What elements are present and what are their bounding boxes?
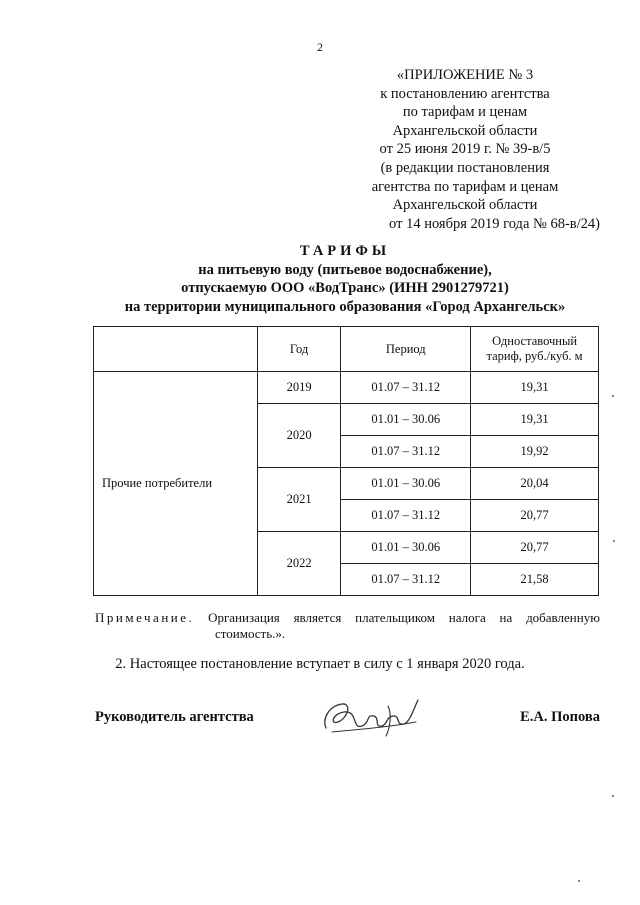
appendix-header bbox=[330, 66, 600, 233]
table-row bbox=[94, 372, 599, 404]
header-period: Период bbox=[341, 327, 471, 372]
signatory-position: Руководитель агентства bbox=[95, 709, 254, 725]
header-tariff bbox=[471, 327, 599, 372]
appendix-line: агентства по тарифам и ценам bbox=[371, 178, 559, 195]
period-cell: 01.07 – 31.12 bbox=[341, 436, 471, 468]
tariff-cell: 20,77 bbox=[471, 532, 599, 564]
note-word: Организация bbox=[208, 610, 280, 625]
note-word: плательщиком bbox=[355, 610, 435, 625]
tariff-cell: 19,31 bbox=[471, 372, 599, 404]
year-cell: 2022 bbox=[257, 532, 341, 596]
tariff-cell: 19,92 bbox=[471, 436, 599, 468]
document-title bbox=[90, 242, 600, 316]
period-cell: 01.07 – 31.12 bbox=[341, 500, 471, 532]
page-number: 2 bbox=[317, 40, 323, 54]
year-cell: 2021 bbox=[257, 468, 341, 532]
note-label: Примечание. bbox=[95, 610, 195, 625]
period-cell: 01.01 – 30.06 bbox=[341, 404, 471, 436]
period-cell: 01.07 – 31.12 bbox=[341, 372, 471, 404]
appendix-line: (в редакции постановления bbox=[380, 159, 550, 176]
note-word: добавленную bbox=[526, 610, 600, 625]
note-word: на bbox=[499, 610, 513, 625]
tariff-table bbox=[93, 326, 599, 596]
title-heading: ТАРИФЫ bbox=[299, 243, 391, 259]
note-text-line2: стоимость.». bbox=[215, 626, 286, 641]
appendix-line: Архангельской области bbox=[392, 122, 538, 139]
appendix-line: к постановлению агентства bbox=[380, 85, 550, 102]
tariff-cell: 19,31 bbox=[471, 404, 599, 436]
tariff-cell: 21,58 bbox=[471, 564, 599, 596]
appendix-line: «ПРИЛОЖЕНИЕ № 3 bbox=[396, 67, 534, 83]
header-consumer bbox=[94, 327, 258, 372]
title-line: на территории муниципального образования «Город Архангельск» bbox=[124, 298, 566, 315]
tariff-cell: 20,04 bbox=[471, 468, 599, 500]
period-cell: 01.07 – 31.12 bbox=[341, 564, 471, 596]
effective-date-clause: 2. Настоящее постановление вступает в силу с 1 января 2020 года. bbox=[115, 656, 525, 672]
signatory-name: Е.А. Попова bbox=[520, 709, 600, 725]
year-cell: 2019 bbox=[257, 372, 341, 404]
title-line: отпускаемую ООО «ВодТранс» (ИНН 2901279721) bbox=[181, 280, 509, 297]
note-word: является bbox=[293, 610, 342, 625]
appendix-line: от 25 июня 2019 г. № 39-в/5 bbox=[379, 141, 551, 158]
header-tariff-line: тариф, руб./куб. м bbox=[486, 349, 583, 363]
table-header-row bbox=[94, 327, 599, 372]
appendix-line: по тарифам и ценам bbox=[402, 104, 528, 121]
period-cell: 01.01 – 30.06 bbox=[341, 468, 471, 500]
year-cell: 2020 bbox=[257, 404, 341, 468]
appendix-line: от 14 ноября 2019 года № 68-в/24) bbox=[389, 215, 600, 232]
appendix-line: Архангельской области bbox=[392, 197, 538, 214]
note-word: налога bbox=[448, 610, 486, 625]
header-year: Год bbox=[257, 327, 341, 372]
header-tariff-line: Одноставочный bbox=[492, 334, 578, 348]
title-line: на питьевую воду (питьевое водоснабжение), bbox=[198, 261, 492, 278]
note bbox=[95, 610, 600, 642]
consumer-cell: Прочие потребители bbox=[94, 372, 258, 596]
handwritten-signature bbox=[318, 692, 428, 742]
tariff-cell: 20,77 bbox=[471, 500, 599, 532]
period-cell: 01.01 – 30.06 bbox=[341, 532, 471, 564]
